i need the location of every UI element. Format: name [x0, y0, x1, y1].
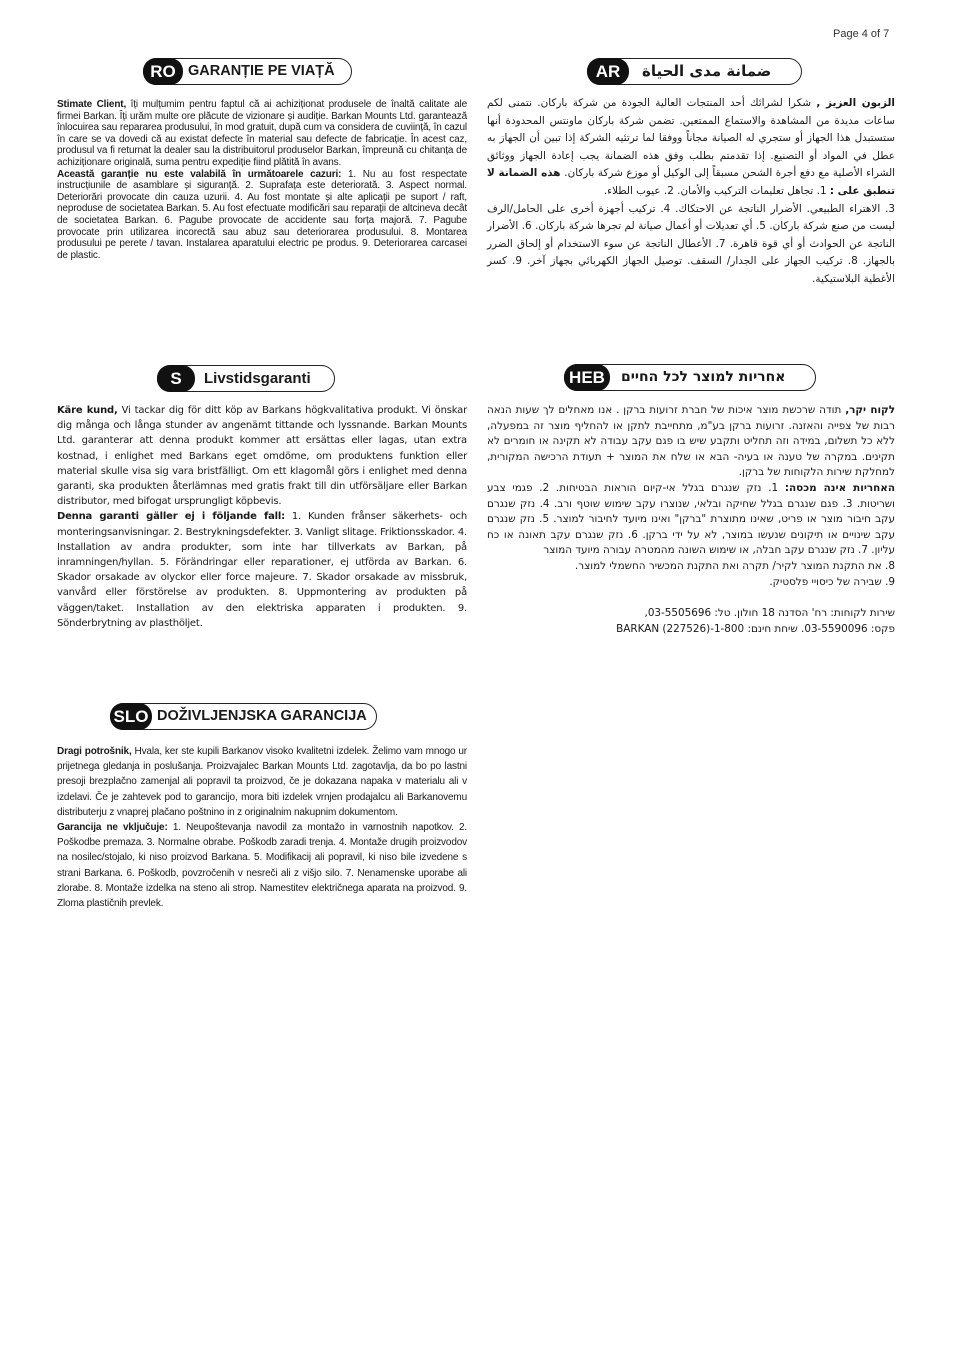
ro-language-badge: RO [143, 58, 183, 85]
heb-warranty-text [487, 403, 895, 637]
ar-warranty-text [487, 95, 895, 289]
ro-paragraph-2: Această garanție nu este valabilă în următoarele cazuri: 1. Nu au fost respectate instrucțiunile de asamblare și siguranță. 2. Suprafața este deteriorată. 3. Aspect normal. Deteriorări provocate din cauza uzurii. 4. Au fost montate și alte aplicații pe suport / raft, neproduse de societatea Barkan. 5. Au fost efectuate modificări sau reparații de altcineva decât de societatea Barkan. 6. Pagube provocate de accidente sau forța majoră. 7. Pagube provocate prin utilizarea incorectă sau abuz sau deteriorarea produsului. 8. Montarea produsului pe perete / tavan. Instalarea aparatului electric pe produs. 9. Deteriorarea carcasei de plastic. [57, 168, 467, 261]
slo-language-badge: SLO [110, 703, 152, 730]
slo-paragraph-1: Dragi potrošnik, Hvala, ker ste kupili Barkanov visoko kvalitetni izdelek. Želimo vam mnogo ur prijetnega gledanja in poslušanja. Proizvajalec Barkan Mounts Ltd. zagotavlja, da bo po lastni presoji brezplačno zamenjal ali popravil ta proizvod, če je dokazana napaka v materialu ali v izdelavi. Če je zahtevek pod to garancijo, mora biti izdelek vrnjen prodajalcu ali Barkanovemu distributerju z vnaprej plačano poštnino in z originalnim nakupnim dokumentom. [57, 746, 467, 818]
s-section-title: Livstidsgaranti [204, 370, 311, 387]
ar-section-header [587, 58, 802, 85]
ar-paragraph-1: الزبون العزيز , شكرا لشرائك أحد المنتجات العالية الجودة من شركة باركان. نتمنى لكم ساعات مديدة من المشاهدة والاستماع الممتعين. تضمن شركة باركان ماونتس المحدودة أنها ستستبدل هذا الجهاز أو ستجري له الصيانة مجاناً ووفقا لما ترتئيه الشركة إذا تبين أن الجهاز به عطل في المواد أو التصنيع. إذا تقدمتم بطلب وفق هذه الضمانة يجب إعادة الجهاز ووثائق الشراء الأصلية مع دفع أجرة الشحن مسبقاً إلى الوكيل أو موزع شركة باركان. هذه الضمانة لا تنطبق على : 1. تجاهل تعليمات التركيب والأمان. 2. عيوب الطلاء. [487, 97, 895, 197]
s-warranty-text [57, 403, 467, 631]
heb-paragraph-1: לקוח יקר, תודה שרכשת מוצר איכות של חברת זרועות ברקן . אנו מאחלים לך שעות הנאה רבות של צפייה והאזנה. זרועות ברקן בע"מ, מתחייבת לתקן או להחליף מוצר זה במפעלה, ללא כל תשלום, במידה וזה תחליט ותקבע שיש בו פגם עקב עבודה לא תקינה או חומרים לא תקינים. במקרה של טענה או בעיה- הבא או שלח את המוצר + תעודת הרכישה המקורית, למחלקת שירות הלקוחות של ברקן. [487, 404, 895, 479]
heb-section-title: אחריות למוצר לכל החיים [621, 369, 786, 385]
ro-warranty-text [57, 99, 467, 261]
heb-customer-service: שירות לקוחות: רח' הסדנה 18 חולון. טל: 03-5505696, [644, 607, 895, 620]
s-paragraph-2: Denna garanti gäller ej i följande fall: 1. Kunden frånser säkerhets- och monteringsanvisningar. 2. Bestrykningsdefekter. 3. Vanligt slitage. Friktionsskador. 4. Installation av andra produkter, som inte har tillverkats av Barkan, på inramningen/hyllan. 5. Förändringar eller reparationer, ej utförda av Barkan. 6. Skador orsakade av olyckor eller force majeure. 7. Skador orsakade av missbruk, vanvård eller förstörelse av produkten. 8. Uppmontering av produkten på väggen/taket. Installation av den elektriska apparaten i produkten. 9. Sönderbrytning av plasthöljet. [57, 511, 467, 629]
heb-fax-phone: פקס: 03-5590096. שיחת חינם: 1-800-BARKAN (227526) [616, 622, 895, 635]
s-language-badge: S [157, 365, 195, 392]
heb-section-header [564, 364, 816, 391]
ro-paragraph-1: Stimate Client, îți mulțumim pentru faptul că ai achiziționat produsele de înaltă calitate ale firmei Barkan. Îți urăm multe ore plăcute de vizionare și audiție. Barkan Mounts Ltd. garantează înlocuirea sau repararea produsului, în mod gratuit, după cum va considera de cuviință, în cazul în care se va dovedi că au existat defecte în material sau defecte de fabricație. În acest caz, produsul va fi returnat la dealer sau la distribuitorul produselor Barkan, împreună cu chitanța de achiziționare originală, suma pentru expediție fiind plătită în avans. [57, 99, 467, 168]
ro-section-header [143, 58, 352, 85]
slo-paragraph-2: Garancija ne vključuje: 1. Neupoštevanja navodil za montažo in varnostnih napotkov. 2. Poškodbe premaza. 3. Normalne obrabe. Poškodb zaradi trenja. 4. Montaže drugih proizvodov na nosilec/stojalo, ki niso proizvod Barkana. 5. Modifikacij ali popravil, ki niso bile izvedene s strani Barkana. 6. Poškodb, povzročenih v nesreči ali z višjo silo. 7. Nenamenske uporabe ali zlorabe. 8. Montaže izdelka na steno ali strop. Namestitev električnega aparata na proizvod. 9. Zloma plastičnih prevlek. [57, 822, 467, 910]
s-paragraph-1: Käre kund, Vi tackar dig för ditt köp av Barkans högkvalitativa produkt. Vi önskar dig många och långa stunder av angenämt tittande och lyssnande. Barkan Mounts Ltd. garanterar att denna produkt kommer att ersättas eller lagas, utan extra kostnad, i enlighet med Barkans eget omdöme, om produktens funktion eller material skulle visa sig vara bristfälligt. Om ett klagomål görs i enlighet med denna garanti, ska produkten återlämnas med gratis frakt till din utförsäljare eller Barkan distributor, med bifogat ursprungligt köpbevis. [57, 405, 468, 508]
heb-language-badge: HEB [564, 364, 610, 391]
s-section-header [157, 365, 335, 392]
heb-paragraph-4: 9. שבירה של כיסויי פלסטיק. [769, 575, 895, 588]
ar-paragraph-2: 3. الاهتراء الطبيعي. الأضرار الناتجة عن الاحتكاك. 4. تركيب أجهزة أخرى على الحامل/الرف ليست من صنع شركة باركان. 5. أي تعديلات أو أعمال صيانة لم تجرها شركة باركان. 6. الأضرار الناتجة عن الحوادث أو أي قوة قاهرة. 7. الأعطال الناتجة عن سوء الاستخدام أو إلحاق الضرر بالجهاز. 8. تركيب الجهاز على الجدار/ السقف. توصيل الجهاز الكهربائي بجهاز آخر. 9. كسر الأغطية البلاستيكية. [487, 202, 895, 285]
slo-section-title: DOŽIVLJENJSKA GARANCIJA [157, 708, 367, 724]
slo-warranty-text [57, 744, 467, 911]
slo-section-header [110, 703, 377, 730]
ar-language-badge: AR [587, 58, 629, 85]
ro-section-title: GARANȚIE PE VIAȚĂ [188, 63, 335, 79]
heb-paragraph-2: האחריות אינה מכסה: 1. נזק שנגרם בגלל אי-קיום הוראות הבטיחות. 2. פגמי צבע ושריטות. 3. פגם שנגרם בגלל שחיקה ובלאי, שנוצרו עקב שימוש שוטף ורב. 4. נזק שנגרם עקב חיבור מוצר או פריט, שאינו מתוצרת "ברקן" ואינו מיועד לחיבור למוצר. 5. נזק שנגרם עקב שינויים או תיקונים שנעשו במוצר, לא על ידי ברקן. 6. נזק שנגרם עקב תאונה או כח עליון. 7. נזק שנגרם עקב חבלה, או שימוש השונה מהמטרה עבורה מיועד המוצר [487, 481, 896, 557]
page-number: Page 4 of 7 [833, 28, 890, 40]
ar-section-title: ضمانة مدى الحياة [642, 62, 772, 80]
heb-paragraph-3: 8. את התקנת המוצר לקיר/ תקרה ואת התקנת המכשיר החשמלי למוצר. [574, 559, 895, 572]
